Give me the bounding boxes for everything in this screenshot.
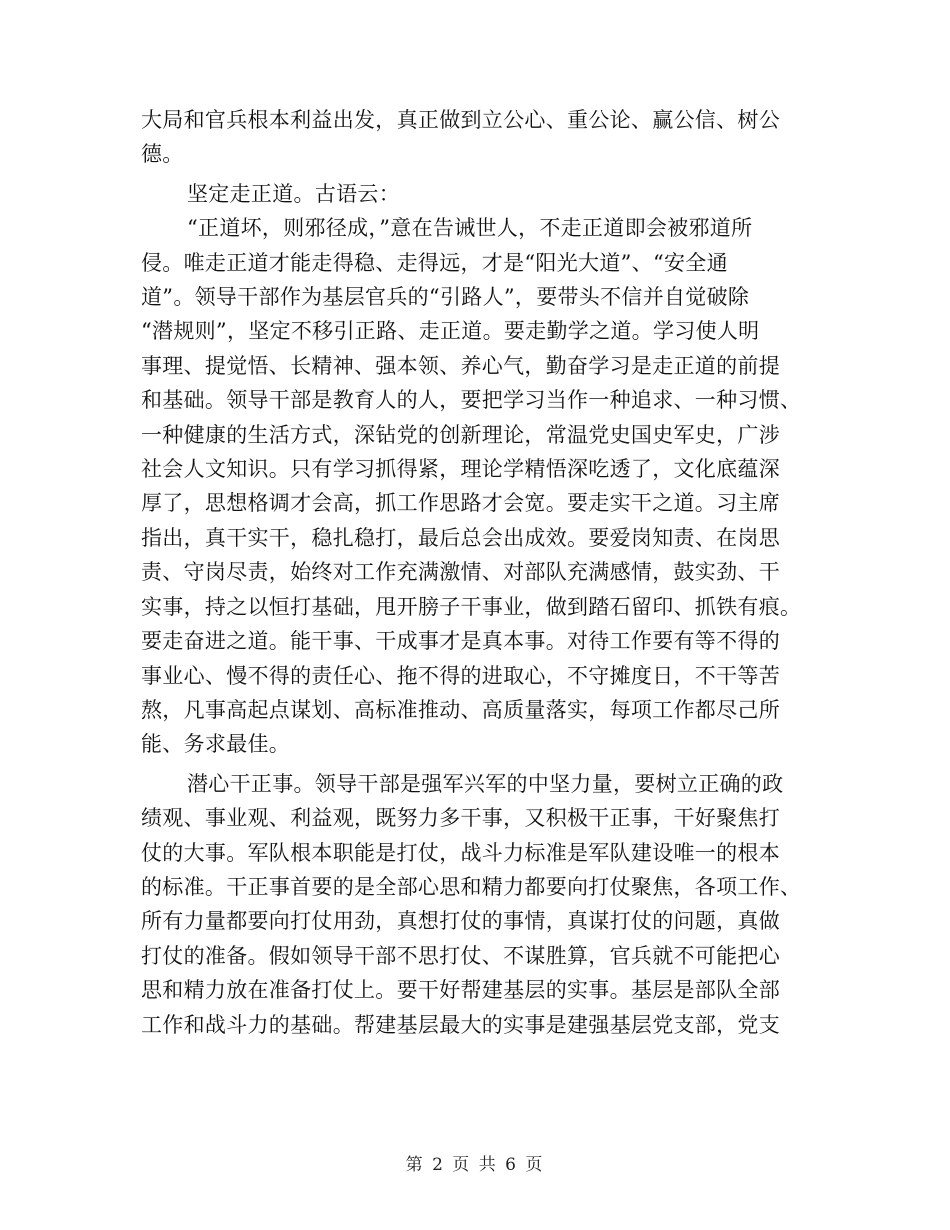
paragraph-heading: 坚定走正道。古语云： (187, 181, 400, 206)
text-line: 责、守岗尽责，始终对工作充满激情、对部队充满感情，鼓实劲、干 (141, 560, 780, 585)
text-line: 和基础。领导干部是教育人的人，要把学习当作一种追求、一种习惯、 (141, 388, 802, 413)
text-line: 能、务求最佳。 (141, 732, 291, 757)
text-line: 一种健康的生活方式，深钻党的创新理论，常温党史国史军史，广涉 (141, 422, 780, 447)
text-line: 事业心、慢不得的责任心、拖不得的进取心，不守摊度日，不干等苦 (141, 663, 780, 688)
text-line: 的标准。干正事首要的是全部心思和精力都要向打仗聚焦，各项工作、 (141, 874, 802, 899)
text-line: “正道坏，则邪径成，”意在告诫世人，不走正道即会被邪道所 (187, 216, 753, 241)
text-line: 实事，持之以恒打基础，甩开膀子干事业，做到踏石留印、抓铁有痕。 (141, 594, 802, 619)
text-line: 社会人文知识。只有学习抓得紧，理论学精悟深吃透了，文化底蕴深 (141, 457, 780, 482)
text-line: 熬，凡事高起点谋划、高标准推动、高质量落实，每项工作都尽己所 (141, 697, 780, 722)
paragraph-heading: 潜心干正事。领导干部是强军兴军的中坚力量，要树立正确的政 (187, 771, 784, 796)
text-line: 打仗的准备。假如领导干部不思打仗、不谋胜算，官兵就不可能把心 (141, 943, 780, 968)
text-line: 仗的大事。军队根本职能是打仗，战斗力标准是军队建设唯一的根本 (141, 840, 780, 865)
text-line: 绩观、事业观、利益观，既努力多干事，又积极干正事，干好聚焦打 (141, 806, 780, 831)
text-line: 德。 (141, 142, 184, 167)
text-line: 思和精力放在准备打仗上。要干好帮建基层的实事。基层是部队全部 (141, 978, 780, 1003)
text-line: 工作和战斗力的基础。帮建基层最大的实事是建强基层党支部，党支 (141, 1012, 780, 1037)
text-line: 大局和官兵根本利益出发，真正做到立公心、重公论、赢公信、树公 (141, 108, 780, 132)
page-number-footer: 第 2 页 共 6 页 (405, 1155, 545, 1175)
text-line: 侵。唯走正道才能走得稳、走得远，才是“阳光大道”、“安全通 (141, 250, 728, 275)
text-line: 厚了，思想格调才会高，抓工作思路才会宽。要走实干之道。习主席 (141, 491, 780, 516)
text-line: “潜规则”，坚定不移引正路、走正道。要走勤学之道。学习使人明 (141, 319, 760, 344)
text-line: 事理、提觉悟、长精神、强本领、养心气，勤奋学习是走正道的前提 (141, 353, 780, 378)
text-line: 所有力量都要向打仗用劲，真想打仗的事情，真谋打仗的问题，真做 (141, 909, 780, 934)
document-body (141, 103, 811, 1042)
text-line: 道”。领导干部作为基层官兵的“引路人”，要带头不信并自觉破除 (141, 285, 750, 310)
text-line: 指出，真干实干，稳扎稳打，最后总会出成效。要爱岗知责、在岗思 (141, 525, 780, 550)
text-line: 要走奋进之道。能干事、干成事才是真本事。对待工作要有等不得的 (141, 629, 780, 654)
